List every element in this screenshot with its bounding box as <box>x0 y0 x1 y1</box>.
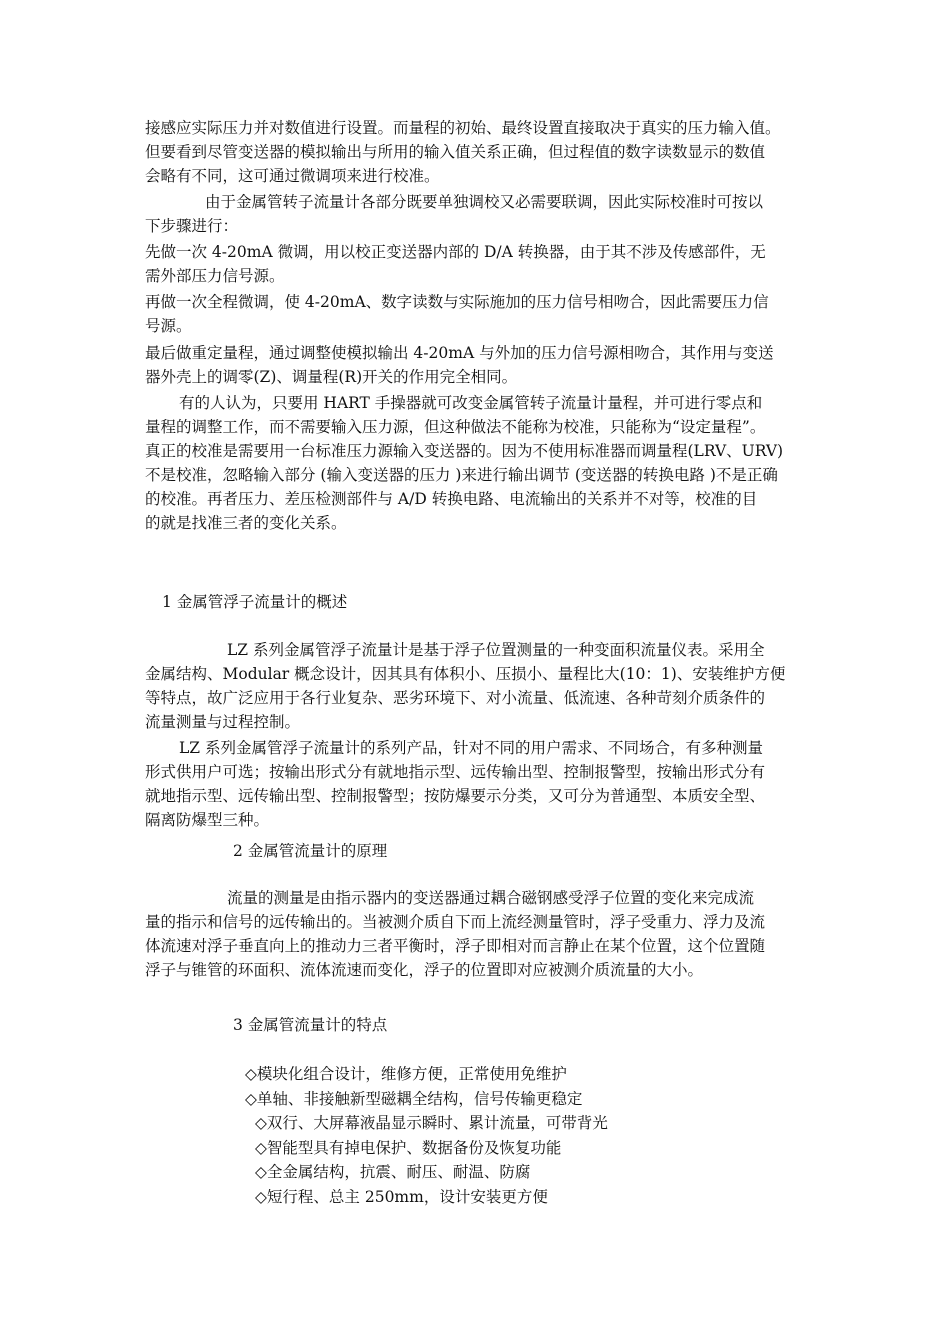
text-line: 由于金属管转子流量计各部分既要单独调校又必需要联调，因此实际校准时可按以 <box>205 193 764 211</box>
text-line: 先做一次 4-20mA 微调，用以校正变送器内部的 D/A 转换器，由于其不涉及传感部件，无 <box>145 243 766 261</box>
paragraph-product-series <box>145 736 810 832</box>
text-line: 但要看到尽管变送器的模拟输出与所用的输入值关系正确，但过程值的数字读数显示的数值 <box>145 143 766 161</box>
text-line: 量程的调整工作，而不需要输入压力源，但这种做法不能称为校准，只能称为“设定量程”。 <box>145 418 766 436</box>
text-line: 下步骤进行： <box>145 217 239 235</box>
feature-list <box>245 1062 765 1209</box>
list-item: ◇全金属结构，抗震、耐压、耐温、防腐 <box>255 1163 531 1181</box>
list-item: ◇单轴、非接触新型磁耦全结构，信号传输更稳定 <box>245 1089 583 1108</box>
text-line: 会略有不同，这可通过微调项来进行校准。 <box>145 167 440 185</box>
list-item: ◇模块化组合设计，维修方便，正常使用免维护 <box>245 1065 567 1083</box>
text-line: 不是校准，忽略输入部分 (输入变送器的压力 )来进行输出调节 (变送器的转换电路 )不是正确 <box>145 466 778 484</box>
text-line: 就地指示型、远传输出型、控制报警型；按防爆要示分类，又可分为普通型、本质安全型、 <box>145 787 766 805</box>
paragraph-step-rerange <box>145 341 810 389</box>
text-line: 金属结构、Modular 概念设计，因其具有体积小、压损小、量程比大(10：1)、安装维护方便 <box>145 665 786 683</box>
text-line: 量的指示和信号的远传输出的。当被测介质自下而上流经测量管时，浮子受重力、浮力及流 <box>145 913 766 931</box>
section-heading-overview: 1 金属管浮子流量计的概述 <box>162 593 348 611</box>
text-line: 流量测量与过程控制。 <box>145 713 301 731</box>
paragraph-overview <box>145 638 810 734</box>
paragraph-step-trim <box>145 240 810 288</box>
text-line: 隔离防爆型三种。 <box>145 811 270 829</box>
text-line: 的就是找准三者的变化关系。 <box>145 514 347 532</box>
text-line: 浮子与锥管的环面积、流体流速而变化，浮子的位置即对应被测介质流量的大小。 <box>145 961 704 979</box>
text-line: 接感应实际压力并对数值进行设置。而量程的初始、最终设置直接取决于真实的压力输入值。 <box>145 119 781 137</box>
text-line: LZ 系列金属管浮子流量计是基于浮子位置测量的一种变面积流量仪表。采用全 <box>227 641 765 659</box>
text-line: 真正的校准是需要用一台标准压力源输入变送器的。因为不使用标准器而调量程(LRV、URV) <box>145 442 784 460</box>
text-line: 需外部压力信号源。 <box>145 267 285 285</box>
text-line: 的校准。再者压力、差压检测部件与 A/D 转换电路、电流输出的关系并不对等，校准的目 <box>145 490 758 508</box>
text-line: 最后做重定量程，通过调整使模拟输出 4-20mA 与外加的压力信号源相吻合，其作用与变送 <box>145 344 774 362</box>
paragraph-principle <box>145 886 810 982</box>
text-line: 形式供用户可选；按输出形式分有就地指示型、远传输出型、控制报警型，按输出形式分有 <box>145 763 766 781</box>
text-line: 号源。 <box>145 317 192 335</box>
section-heading-features: 3 金属管流量计的特点 <box>233 1016 388 1034</box>
paragraph-step-full-trim <box>145 290 810 338</box>
text-line: 等特点，故广泛应用于各行业复杂、恶劣环境下、对小流量、低流速、各种苛刻介质条件的 <box>145 689 766 707</box>
text-line: 再做一次全程微调，使 4-20mA、数字读数与实际施加的压力信号相吻合，因此需要压力信 <box>145 293 769 311</box>
list-item: ◇短行程、总主 250mm，设计安装更方便 <box>255 1187 548 1206</box>
list-item: ◇双行、大屏幕液晶显示瞬时、累计流量，可带背光 <box>255 1114 608 1132</box>
paragraph-calibration-steps <box>145 190 810 238</box>
text-line: LZ 系列金属管浮子流量计的系列产品，针对不同的用户需求、不同场合，有多种测量 <box>179 739 763 757</box>
paragraph-hart-note <box>145 391 810 535</box>
text-line: 体流速对浮子垂直向上的推动力三者平衡时，浮子即相对而言静止在某个位置，这个位置随 <box>145 937 766 955</box>
text-line: 器外壳上的调零(Z)、调量程(R)开关的作用完全相同。 <box>145 368 518 386</box>
section-heading-principle: 2 金属管流量计的原理 <box>233 842 388 860</box>
list-item: ◇智能型具有掉电保护、数据备份及恢复功能 <box>255 1138 562 1157</box>
paragraph-calibration-intro <box>145 116 810 188</box>
text-line: 有的人认为，只要用 HART 手操器就可改变金属管转子流量计量程，并可进行零点和 <box>179 394 763 412</box>
text-line: 流量的测量是由指示器内的变送器通过耦合磁钢感受浮子位置的变化来完成流 <box>227 889 755 907</box>
